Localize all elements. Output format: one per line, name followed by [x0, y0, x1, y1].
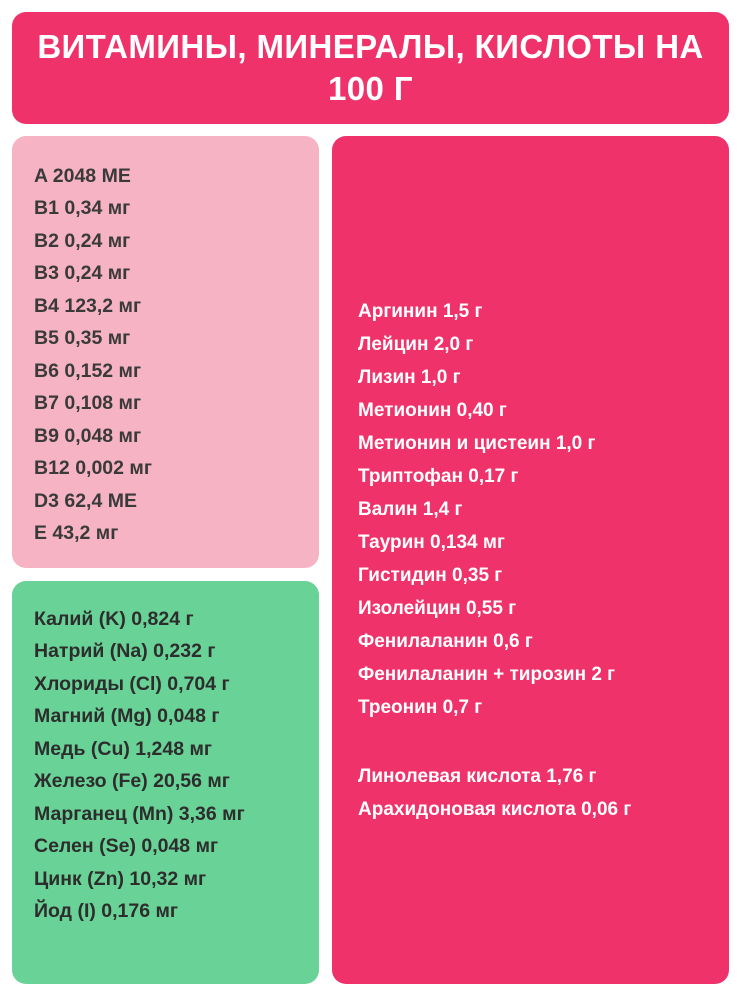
list-item: Фенилаланин 0,6 г — [358, 630, 533, 652]
list-item: Гистидин 0,35 г — [358, 564, 503, 586]
header-banner — [12, 12, 729, 124]
list-item: E 43,2 мг — [34, 522, 119, 544]
list-item: B2 0,24 мг — [34, 229, 131, 252]
aminoacids-list — [358, 295, 703, 826]
list-item: Изолейцин 0,55 г — [358, 597, 517, 619]
list-item: B9 0,048 мг — [34, 424, 142, 447]
list-item: A 2048 МЕ — [34, 164, 131, 187]
list-item: B4 123,2 мг — [34, 294, 142, 317]
vitamins-card — [12, 136, 319, 568]
left-column — [12, 136, 319, 984]
minerals-card — [12, 581, 319, 984]
list-item: Фенилаланин + тирозин 2 г — [358, 663, 616, 685]
list-item: Лизин 1,0 г — [358, 366, 461, 388]
list-item: Арахидоновая кислота 0,06 г — [358, 798, 632, 820]
list-item: Метионин и цистеин 1,0 г — [358, 432, 596, 454]
list-item: Лейцин 2,0 г — [358, 333, 474, 355]
list-item: Железо (Fe) 20,56 мг — [34, 770, 230, 792]
list-item: Метионин 0,40 г — [358, 399, 507, 421]
list-spacer — [358, 724, 703, 760]
content-area — [12, 136, 729, 984]
list-item: Цинк (Zn) 10,32 мг — [34, 867, 207, 890]
list-item: Треонин 0,7 г — [358, 696, 483, 718]
list-item: Йод (I) 0,176 мг — [34, 900, 179, 922]
list-item: Марганец (Mn) 3,36 мг — [34, 802, 245, 825]
aminoacids-card — [332, 136, 729, 984]
right-column — [332, 136, 729, 984]
list-item: D3 62,4 МЕ — [34, 489, 137, 512]
list-item: B5 0,35 мг — [34, 327, 131, 349]
list-item: B3 0,24 мг — [34, 262, 131, 284]
list-item: Калий (K) 0,824 г — [34, 607, 194, 630]
list-item: Селен (Se) 0,048 мг — [34, 835, 219, 857]
list-item: Натрий (Na) 0,232 г — [34, 640, 216, 662]
list-item: B6 0,152 мг — [34, 359, 142, 382]
list-item: Хлориды (Cl) 0,704 г — [34, 672, 230, 695]
list-item: Магний (Mg) 0,048 г — [34, 705, 220, 727]
vitamins-list — [34, 160, 297, 550]
list-item: B1 0,34 мг — [34, 197, 131, 219]
minerals-list — [34, 603, 297, 928]
list-item: Триптофан 0,17 г — [358, 465, 519, 487]
list-item: Медь (Cu) 1,248 мг — [34, 737, 213, 760]
list-item: B7 0,108 мг — [34, 392, 142, 414]
list-item: Валин 1,4 г — [358, 498, 463, 520]
page-title: ВИТАМИНЫ, МИНЕРАЛЫ, КИСЛОТЫ НА 100 Г — [37, 27, 704, 107]
list-item: Аргинин 1,5 г — [358, 300, 483, 322]
list-item: Линолевая кислота 1,76 г — [358, 765, 597, 787]
list-item: B12 0,002 мг — [34, 457, 152, 479]
list-item: Таурин 0,134 мг — [358, 531, 505, 553]
